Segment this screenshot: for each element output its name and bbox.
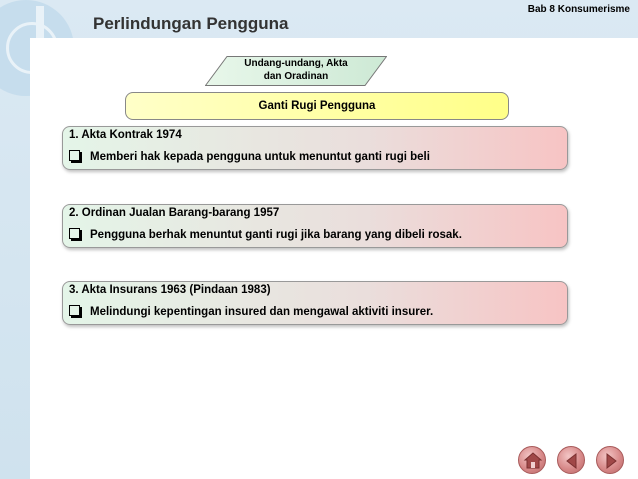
page-title: Perlindungan Pengguna xyxy=(93,14,289,33)
home-icon xyxy=(519,447,547,475)
law-card xyxy=(62,281,568,325)
law-card-bullet-text: Melindungi kepentingan insured dan mengawal aktiviti insurer. xyxy=(90,306,434,318)
law-card-title: 2. Ordinan Jualan Barang-barang 1957 xyxy=(69,207,280,219)
triangle-right-icon xyxy=(597,447,625,475)
law-card-bullet xyxy=(69,304,433,318)
checkbox-bullet-icon xyxy=(69,150,80,161)
chapter-label: Bab 8 Konsumerisme xyxy=(527,4,630,15)
home-button[interactable] xyxy=(518,446,546,474)
law-card-title: 1. Akta Kontrak 1974 xyxy=(69,129,182,141)
law-card xyxy=(62,204,568,248)
triangle-left-icon xyxy=(558,447,586,475)
parallelogram-line1: Undang-undang, Akta xyxy=(244,58,348,69)
previous-button[interactable] xyxy=(557,446,585,474)
section-banner: Ganti Rugi Pengguna xyxy=(125,92,509,120)
law-card-bullet xyxy=(69,227,462,241)
law-card-title: 3. Akta Insurans 1963 (Pindaan 1983) xyxy=(69,284,271,296)
law-card-bullet-text: Memberi hak kepada pengguna untuk menuntut ganti rugi beli xyxy=(90,151,430,163)
parallelogram-text xyxy=(205,57,387,83)
parallelogram-line2: dan Oradinan xyxy=(263,71,329,82)
checkbox-bullet-icon xyxy=(69,305,80,316)
law-card-bullet-text: Pengguna berhak menuntut ganti rugi jika barang yang dibeli rosak. xyxy=(90,229,462,241)
next-button[interactable] xyxy=(596,446,624,474)
law-card xyxy=(62,126,568,170)
parallelogram-label xyxy=(205,56,387,86)
checkbox-bullet-icon xyxy=(69,228,80,239)
law-card-bullet xyxy=(69,149,430,163)
